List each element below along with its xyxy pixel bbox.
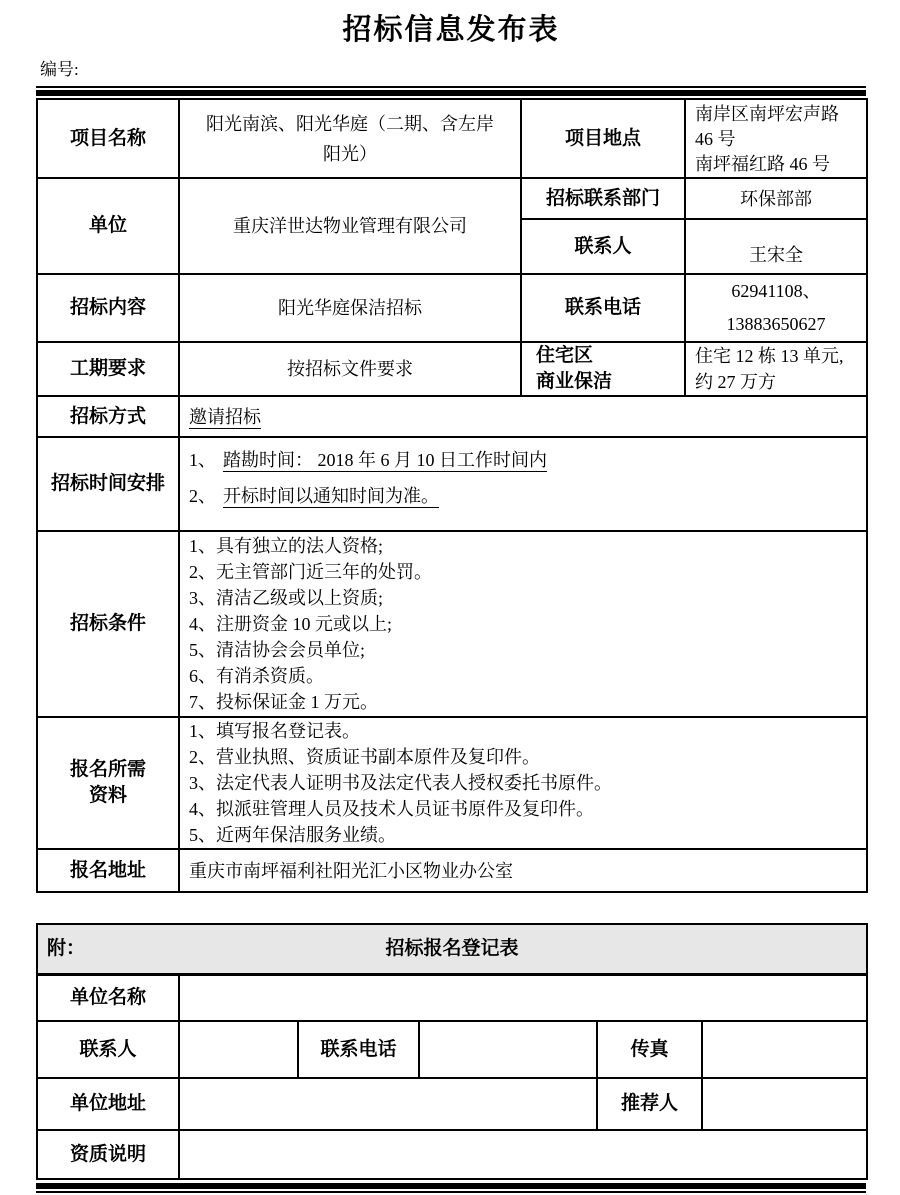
condition-item: 1、具有独立的法人资格; <box>189 536 383 556</box>
condition-item: 2、无主管部门近三年的处罚。 <box>189 562 432 582</box>
project-name-value <box>179 99 521 178</box>
registration-address-label: 报名地址 <box>37 849 179 892</box>
contact-dept-value: 环保部部 <box>685 178 867 219</box>
tender-method-row <box>37 396 867 437</box>
material-item: 2、营业执照、资质证书副本原件及复印件。 <box>189 747 540 767</box>
text-line: 报名所需 <box>69 759 146 780</box>
tender-conditions-value <box>179 531 867 717</box>
attachment-header-cell <box>37 924 867 974</box>
contact-person-value: 王宋全 <box>685 219 867 274</box>
project-location-label: 项目地点 <box>521 99 685 178</box>
item-number: 1、 <box>189 450 216 470</box>
text-line: 住宅区 <box>536 345 594 366</box>
tender-content-row <box>37 274 867 342</box>
contact-dept-label: 招标联系部门 <box>521 178 685 219</box>
schedule-item <box>189 478 866 514</box>
item-number: 2、 <box>189 486 216 506</box>
schedule-requirement-value: 按招标文件要求 <box>179 342 521 396</box>
document-title: 招标信息发布表 <box>342 14 560 46</box>
tender-conditions-label: 招标条件 <box>37 531 179 717</box>
contact-row <box>37 1021 867 1078</box>
tender-schedule-value <box>179 437 867 531</box>
unit-name-row <box>37 974 867 1021</box>
referrer-input-cell <box>702 1078 867 1130</box>
unit-address-input-cell <box>179 1078 597 1130</box>
text-line: 南岸区南坪宏声路 <box>695 104 839 124</box>
contact-person-label: 联系人 <box>521 219 685 274</box>
unit-name-label: 单位名称 <box>37 974 179 1021</box>
attachment-header-row <box>37 924 867 974</box>
top-thick-rule <box>36 90 866 96</box>
top-thin-rule <box>36 86 866 88</box>
registration-materials-value <box>179 717 867 849</box>
condition-item: 7、投标保证金 1 万元。 <box>189 692 378 712</box>
condition-item: 4、注册资金 10 元或以上; <box>189 614 393 634</box>
bottom-thick-rule <box>36 1183 866 1189</box>
text-line: 阳光） <box>323 143 377 164</box>
condition-item: 3、清洁乙级或以上资质; <box>189 588 383 608</box>
registration-address-value: 重庆市南坪福利社阳光汇小区物业办公室 <box>179 849 867 892</box>
fax-label: 传真 <box>597 1021 702 1078</box>
text-line: 南坪福红路 46 号 <box>695 154 830 174</box>
tender-schedule-row <box>37 437 867 531</box>
area-scale-cell <box>685 342 867 396</box>
contact-phone-label: 联系电话 <box>521 274 685 342</box>
text-line: 踏勘时间： 2018 年 6 月 10 日工作时间内 <box>223 450 547 470</box>
tender-method-label: 招标方式 <box>37 396 179 437</box>
unit-value: 重庆洋世达物业管理有限公司 <box>179 178 521 274</box>
tender-content-value: 阳光华庭保洁招标 <box>179 274 521 342</box>
tender-schedule-label: 招标时间安排 <box>37 437 179 531</box>
unit-name-input-cell <box>179 974 867 1021</box>
schedule-requirement-row <box>37 342 867 396</box>
contact-phone-value <box>685 274 867 342</box>
text-line: 资料 <box>88 785 127 806</box>
unit-label: 单位 <box>37 178 179 274</box>
schedule-item <box>189 442 866 478</box>
fax-input-cell <box>702 1021 867 1078</box>
registration-form-table <box>36 923 868 1180</box>
qualification-label: 资质说明 <box>37 1130 179 1179</box>
form-contact-phone-label: 联系电话 <box>298 1021 419 1078</box>
text-line: 13883650627 <box>726 314 826 334</box>
text-line: 邀请招标 <box>189 406 261 427</box>
contact-phone-input-cell <box>419 1021 597 1078</box>
material-item: 1、填写报名登记表。 <box>189 721 360 741</box>
text-line: 开标时间以通知时间为准。 <box>223 486 439 506</box>
unit-address-label: 单位地址 <box>37 1078 179 1130</box>
project-name-label: 项目名称 <box>37 99 179 178</box>
text-line: 阳光南滨、阳光华庭（二期、含左岸 <box>206 113 494 134</box>
tender-method-value <box>179 396 867 437</box>
bottom-thin-rule <box>36 1191 866 1193</box>
text-line: 46 号 <box>695 129 736 149</box>
project-location-value <box>685 99 867 178</box>
contact-person-input-cell <box>179 1021 298 1078</box>
area-type-cell <box>521 342 685 396</box>
material-item: 3、法定代表人证明书及法定代表人授权委托书原件。 <box>189 773 612 793</box>
condition-item: 6、有消杀资质。 <box>189 666 324 686</box>
serial-number-label: 编号: <box>40 60 79 79</box>
attachment-title: 招标报名登记表 <box>385 937 519 959</box>
registration-address-row <box>37 849 867 892</box>
condition-item: 5、清洁协会会员单位; <box>189 640 366 660</box>
schedule-requirement-label: 工期要求 <box>37 342 179 396</box>
text-line: 商业保洁 <box>536 371 613 392</box>
unit-row <box>37 178 867 219</box>
form-contact-person-label: 联系人 <box>37 1021 179 1078</box>
text-line: 62941108、 <box>731 281 821 301</box>
registration-materials-label <box>37 717 179 849</box>
tender-content-label: 招标内容 <box>37 274 179 342</box>
material-item: 5、近两年保洁服务业绩。 <box>189 825 396 845</box>
material-item: 4、拟派驻管理人员及技术人员证书原件及复印件。 <box>189 799 594 819</box>
referrer-label: 推荐人 <box>597 1078 702 1130</box>
attachment-prefix: 附： <box>47 937 86 959</box>
registration-materials-row <box>37 717 867 849</box>
text-line: 住宅 12 栋 13 单元, <box>695 346 844 366</box>
qualification-row <box>37 1130 867 1179</box>
project-row <box>37 99 867 178</box>
qualification-input-cell <box>179 1130 867 1179</box>
tender-conditions-row <box>37 531 867 717</box>
text-line: 约 27 万方 <box>695 372 776 392</box>
tender-info-table <box>36 98 868 893</box>
unit-address-row <box>37 1078 867 1130</box>
